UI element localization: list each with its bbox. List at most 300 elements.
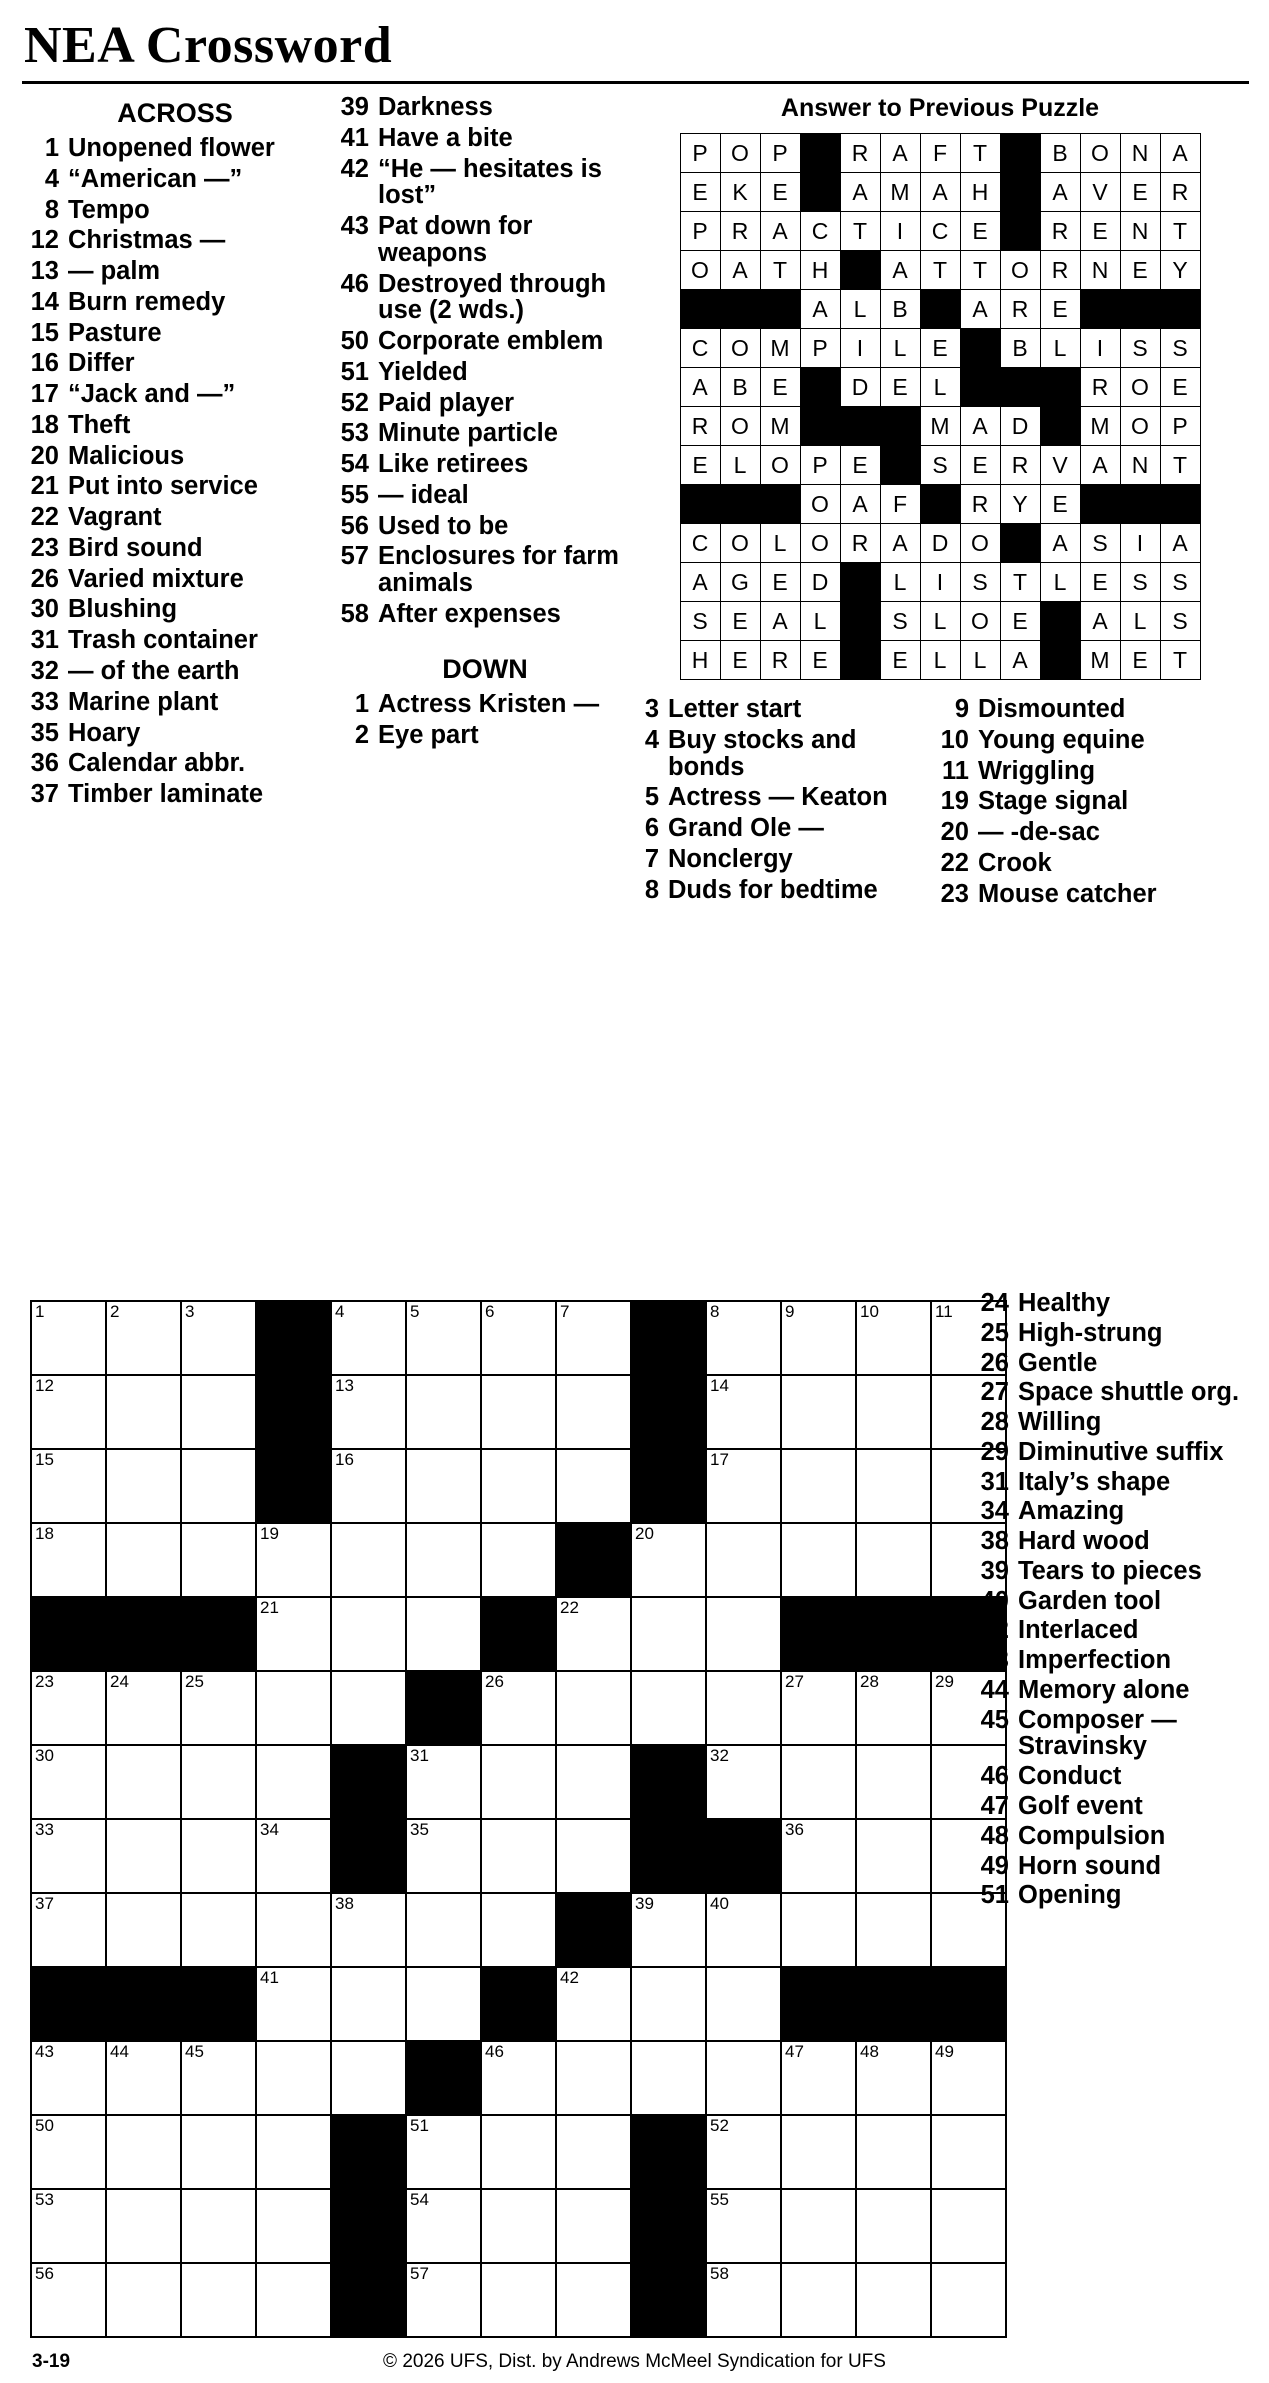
clue-number: 24 [980,1289,1009,1317]
clue-item [980,1409,1260,1436]
puzzle-cell-number: 12 [35,1376,54,1395]
puzzle-cell[interactable] [256,1967,331,2041]
puzzle-cell[interactable] [181,1449,256,1523]
puzzle-cell[interactable] [331,2041,406,2115]
puzzle-cell[interactable] [256,2263,331,2337]
answer-cell: P [1160,407,1200,446]
puzzle-cell-block [556,1523,631,1597]
puzzle-cell[interactable] [106,1893,181,1967]
puzzle-cell[interactable] [706,2189,781,2263]
answer-cell-block [840,602,880,641]
puzzle-cell-number: 36 [785,1820,804,1839]
puzzle-cell[interactable] [781,2263,856,2337]
puzzle-cell[interactable] [781,1671,856,1745]
answer-cell: H [960,173,1000,212]
clue-number: 22 [940,848,969,877]
answer-cell-block [840,407,880,446]
puzzle-cell[interactable] [856,2263,931,2337]
puzzle-cell[interactable] [256,2115,331,2189]
puzzle-cell[interactable] [406,2189,481,2263]
puzzle-cell[interactable] [781,2041,856,2115]
clue-text: Darkness [378,93,493,121]
clue-number: 40 [980,1586,1009,1615]
puzzle-cell[interactable] [31,1819,106,1893]
clue-number: 4 [644,725,659,754]
answer-cell: A [680,368,720,407]
clue-text: Malicious [68,441,185,470]
puzzle-cell[interactable] [556,1745,631,1819]
puzzle-cell[interactable] [481,1449,556,1523]
answer-grid-row [680,173,1200,212]
down-column-right [980,1290,1260,1912]
answer-cell: I [880,212,920,251]
puzzle-cell[interactable] [256,1893,331,1967]
puzzle-cell[interactable] [181,1375,256,1449]
puzzle-cell[interactable] [781,1745,856,1819]
answer-cell: P [680,134,720,173]
clue-text: Enclosures for farm animals [378,542,619,598]
clue-text: Duds for bedtime [668,875,878,904]
puzzle-cell[interactable] [856,2189,931,2263]
answer-cell: L [880,329,920,368]
answer-cell: A [1040,173,1080,212]
across-heading: ACROSS [117,98,233,128]
puzzle-cell-number: 27 [785,1672,804,1691]
clue-number: 23 [30,533,59,562]
clue-number: 46 [340,269,369,298]
clue-text: Gentle [1018,1348,1098,1377]
puzzle-cell[interactable] [181,1745,256,1819]
puzzle-cell[interactable] [331,1893,406,1967]
puzzle-cell[interactable] [406,2115,481,2189]
puzzle-cell[interactable] [406,1745,481,1819]
answer-cell: D [1000,407,1040,446]
puzzle-cell-number: 1 [35,1302,45,1321]
answer-cell-block [760,290,800,329]
puzzle-grid-row [31,2041,1006,2115]
puzzle-grid-row [31,1745,1006,1819]
clue-number: 9 [954,695,969,723]
clue-item [940,881,1250,908]
puzzle-cell[interactable] [631,1967,706,2041]
puzzle-cell[interactable] [706,1375,781,1449]
puzzle-cell[interactable] [481,1523,556,1597]
answer-grid-row [680,641,1200,680]
puzzle-cell[interactable] [781,1523,856,1597]
puzzle-cell[interactable] [856,1671,931,1745]
answer-cell: G [720,563,760,602]
clue-number: 15 [30,318,59,347]
puzzle-cell[interactable] [106,1819,181,1893]
puzzle-cell[interactable] [781,1893,856,1967]
answer-cell: E [880,641,920,680]
puzzle-cell[interactable] [406,1449,481,1523]
puzzle-cell[interactable] [481,1819,556,1893]
clue-item [980,1290,1260,1317]
puzzle-cell[interactable] [931,2263,1006,2337]
puzzle-grid-row [31,1301,1006,1375]
puzzle-cell[interactable] [106,1449,181,1523]
puzzle-cell[interactable] [31,2115,106,2189]
puzzle-cell[interactable] [406,1523,481,1597]
clue-area [0,94,1269,1284]
puzzle-cell-number: 21 [260,1598,279,1617]
answer-cell: O [720,329,760,368]
answer-cell-block [720,290,760,329]
puzzle-cell-block [781,1597,856,1671]
puzzle-cell[interactable] [481,1671,556,1745]
answer-cell: T [920,251,960,290]
clue-text: Composer — Stravinsky [1018,1705,1177,1761]
clue-number: 19 [940,787,969,816]
puzzle-cell[interactable] [181,2115,256,2189]
puzzle-cell[interactable] [256,1597,331,1671]
puzzle-cell[interactable] [256,2041,331,2115]
puzzle-cell[interactable] [106,1671,181,1745]
puzzle-cell[interactable] [406,1893,481,1967]
puzzle-grid-row [31,1597,1006,1671]
clue-number: 41 [340,123,369,152]
puzzle-cell[interactable] [556,1671,631,1745]
puzzle-cell[interactable] [106,2115,181,2189]
puzzle-cell[interactable] [331,1967,406,2041]
puzzle-grid[interactable] [30,1300,1007,2338]
clue-number: 34 [980,1497,1009,1526]
puzzle-cell[interactable] [406,1301,481,1375]
puzzle-cell[interactable] [181,2263,256,2337]
puzzle-cell[interactable] [481,2041,556,2115]
answer-cell: I [1080,329,1120,368]
puzzle-cell[interactable] [31,1523,106,1597]
puzzle-cell[interactable] [556,1301,631,1375]
answer-cell-block [880,446,920,485]
puzzle-cell[interactable] [331,1375,406,1449]
puzzle-cell[interactable] [856,1745,931,1819]
puzzle-cell[interactable] [556,1819,631,1893]
clue-item [980,1677,1260,1704]
puzzle-cell[interactable] [706,1893,781,1967]
clue-number: 5 [644,783,659,812]
puzzle-cell-number: 35 [410,1820,429,1839]
across-clue-list-2 [340,94,630,628]
clue-number: 25 [980,1318,1009,1347]
puzzle-cell[interactable] [31,2189,106,2263]
answer-cell-block [1120,290,1160,329]
puzzle-cell[interactable] [556,1375,631,1449]
puzzle-cell[interactable] [631,1671,706,1745]
answer-cell: H [680,641,720,680]
puzzle-cell[interactable] [481,1301,556,1375]
clue-item [340,359,630,386]
answer-cell: R [960,485,1000,524]
answer-grid-row [680,407,1200,446]
puzzle-cell-block [631,1375,706,1449]
answer-cell: R [1160,173,1200,212]
puzzle-cell-number: 9 [785,1302,795,1321]
puzzle-cell-number: 47 [785,2042,804,2061]
clue-item [630,696,940,723]
clue-number: 56 [340,511,369,540]
puzzle-cell[interactable] [931,2189,1006,2263]
puzzle-cell[interactable] [706,2263,781,2337]
puzzle-cell[interactable] [781,1301,856,1375]
puzzle-cell[interactable] [856,1375,931,1449]
puzzle-cell-number: 23 [35,1672,54,1691]
puzzle-cell-number: 7 [560,1302,570,1321]
puzzle-cell[interactable] [256,1671,331,1745]
puzzle-cell[interactable] [181,1523,256,1597]
puzzle-cell[interactable] [106,1375,181,1449]
answer-cell: D [840,368,880,407]
puzzle-cell[interactable] [106,2263,181,2337]
clue-item [30,320,320,347]
clue-item [340,125,630,152]
puzzle-cell[interactable] [406,1597,481,1671]
puzzle-cell[interactable] [106,1301,181,1375]
puzzle-cell[interactable] [331,1671,406,1745]
puzzle-cell-block [631,1449,706,1523]
clue-item [940,850,1250,877]
answer-cell: A [920,173,960,212]
clue-text: Grand Ole — [668,814,824,843]
puzzle-cell[interactable] [781,1375,856,1449]
puzzle-cell[interactable] [106,2041,181,2115]
puzzle-cell[interactable] [556,1449,631,1523]
puzzle-cell[interactable] [856,1301,931,1375]
clue-text: Young equine [978,725,1145,754]
clue-number: 36 [30,749,59,778]
puzzle-cell[interactable] [781,2189,856,2263]
puzzle-cell[interactable] [481,1745,556,1819]
puzzle-cell[interactable] [556,2115,631,2189]
clue-text: Theft [68,410,131,439]
puzzle-cell[interactable] [706,2041,781,2115]
clue-number: 35 [30,718,59,747]
puzzle-cell[interactable] [631,1597,706,1671]
puzzle-cell[interactable] [706,1597,781,1671]
answer-cell: T [760,251,800,290]
copyright-notice: © 2026 UFS, Dist. by Andrews McMeel Syndication for UFS [383,2351,886,2372]
puzzle-cell[interactable] [781,2115,856,2189]
clue-text: Destroyed through use (2 wds.) [378,269,607,325]
puzzle-cell[interactable] [481,2263,556,2337]
answer-cell-block [920,485,960,524]
puzzle-cell[interactable] [331,1597,406,1671]
puzzle-cell[interactable] [481,1893,556,1967]
clue-text: Hoary [68,718,141,747]
clue-item [340,513,630,540]
puzzle-cell[interactable] [256,1819,331,1893]
clue-number: 20 [940,818,969,847]
puzzle-cell[interactable] [856,2115,931,2189]
puzzle-cell[interactable] [181,1819,256,1893]
clue-text: Actress Kristen — [378,689,600,718]
answer-cell: C [680,524,720,563]
clue-text: Garden tool [1018,1586,1162,1615]
puzzle-cell[interactable] [706,1967,781,2041]
puzzle-cell[interactable] [481,2189,556,2263]
puzzle-cell[interactable] [706,1745,781,1819]
puzzle-cell[interactable] [331,1449,406,1523]
clue-text: Pat down for weapons [378,212,533,267]
clue-text: Conduct [1018,1762,1122,1791]
puzzle-cell-number: 17 [710,1450,729,1469]
clue-text: Letter start [668,695,802,723]
answer-cell: A [1160,524,1200,563]
clue-item [340,271,630,325]
puzzle-cell[interactable] [106,1745,181,1819]
answer-cell: S [960,563,1000,602]
puzzle-cell[interactable] [31,1301,106,1375]
answer-cell-block [1000,368,1040,407]
clue-item [30,504,320,531]
puzzle-cell[interactable] [331,1301,406,1375]
clue-item [980,1763,1260,1790]
answer-grid-row [680,368,1200,407]
answer-cell: E [960,212,1000,251]
puzzle-cell[interactable] [631,1523,706,1597]
answer-cell: E [840,446,880,485]
answer-cell: S [1160,602,1200,641]
puzzle-cell[interactable] [856,2041,931,2115]
clue-text: Willing [1018,1408,1102,1437]
puzzle-cell[interactable] [706,1301,781,1375]
puzzle-cell[interactable] [331,1523,406,1597]
answer-cell-block [1040,407,1080,446]
puzzle-cell[interactable] [181,2189,256,2263]
clue-text: Like retirees [378,450,529,479]
puzzle-cell[interactable] [856,1449,931,1523]
clue-item [980,1647,1260,1674]
clue-text: “He — hesitates is lost” [378,154,602,210]
puzzle-cell[interactable] [556,1967,631,2041]
puzzle-cell[interactable] [481,2115,556,2189]
puzzle-cell[interactable] [406,1375,481,1449]
puzzle-cell-block [631,2263,706,2337]
puzzle-cell[interactable] [256,2189,331,2263]
puzzle-cell[interactable] [556,2041,631,2115]
puzzle-cell[interactable] [106,2189,181,2263]
puzzle-cell-number: 11 [935,1302,953,1321]
clue-number: 49 [980,1851,1009,1880]
answer-cell: E [1080,212,1120,251]
puzzle-cell-number: 8 [710,1302,720,1321]
puzzle-cell[interactable] [406,1819,481,1893]
puzzle-cell[interactable] [556,1597,631,1671]
puzzle-cell[interactable] [406,2263,481,2337]
clue-item [940,788,1250,815]
puzzle-cell[interactable] [931,2115,1006,2189]
answer-cell: N [1080,251,1120,290]
puzzle-cell[interactable] [781,1449,856,1523]
clue-number: 4 [44,164,59,193]
puzzle-cell[interactable] [31,2263,106,2337]
clue-text: Vagrant [68,503,162,532]
puzzle-cell[interactable] [31,1671,106,1745]
answer-cell: R [1040,251,1080,290]
puzzle-cell-number: 57 [410,2264,429,2283]
clue-text: Compulsion [1018,1821,1166,1850]
answer-cell: L [800,602,840,641]
puzzle-cell[interactable] [31,1375,106,1449]
answer-cell: M [760,407,800,446]
answer-cell: O [720,134,760,173]
puzzle-cell[interactable] [31,2041,106,2115]
puzzle-cell[interactable] [181,1671,256,1745]
answer-grid-row [680,212,1200,251]
puzzle-cell[interactable] [856,1893,931,1967]
answer-cell-block [880,407,920,446]
puzzle-cell[interactable] [706,1523,781,1597]
puzzle-grid-wrapper[interactable] [30,1300,1007,2338]
puzzle-cell[interactable] [706,1449,781,1523]
clue-item [980,1853,1260,1880]
clue-text: High-strung [1018,1318,1163,1347]
clue-text: Timber laminate [68,780,264,809]
puzzle-cell[interactable] [181,2041,256,2115]
clue-item [340,420,630,447]
clue-item [340,691,630,718]
puzzle-cell-block [856,1967,931,2041]
clue-number: 47 [980,1792,1009,1821]
clue-item [980,1498,1260,1525]
clue-item [30,750,320,777]
clue-text: Calendar abbr. [68,749,246,778]
puzzle-cell[interactable] [406,1967,481,2041]
puzzle-cell-number: 43 [35,2042,54,2061]
answer-heading: Answer to Previous Puzzle [780,94,1100,122]
puzzle-cell[interactable] [706,2115,781,2189]
puzzle-cell[interactable] [256,1523,331,1597]
puzzle-cell[interactable] [181,1893,256,1967]
puzzle-cell-number: 55 [710,2190,729,2209]
answer-cell: S [680,602,720,641]
puzzle-cell[interactable] [106,1523,181,1597]
puzzle-cell-block [106,1967,181,2041]
answer-cell: O [1000,251,1040,290]
puzzle-cell[interactable] [706,1671,781,1745]
puzzle-cell[interactable] [31,1893,106,1967]
puzzle-cell-number: 31 [410,1746,429,1765]
puzzle-cell[interactable] [856,1523,931,1597]
answer-cell: E [1120,251,1160,290]
clue-item [30,350,320,377]
puzzle-cell[interactable] [631,2041,706,2115]
clue-item [940,758,1250,785]
puzzle-cell[interactable] [31,1449,106,1523]
answer-cell-block [1160,290,1200,329]
puzzle-cell[interactable] [31,1745,106,1819]
answer-cell: T [840,212,880,251]
puzzle-cell[interactable] [631,1893,706,1967]
clue-text: After expenses [378,600,561,629]
answer-cell: A [880,251,920,290]
puzzle-grid-row [31,2189,1006,2263]
puzzle-cell[interactable] [256,1745,331,1819]
puzzle-cell[interactable] [556,2189,631,2263]
puzzle-cell[interactable] [931,2041,1006,2115]
answer-cell: R [840,134,880,173]
puzzle-grid-row [31,1819,1006,1893]
clue-text: Healthy [1018,1289,1111,1317]
clue-text: Dismounted [978,695,1126,723]
puzzle-cell[interactable] [181,1301,256,1375]
puzzle-cell[interactable] [556,2263,631,2337]
puzzle-cell[interactable] [856,1819,931,1893]
puzzle-cell[interactable] [781,1819,856,1893]
clue-text: Opening [1018,1881,1122,1910]
puzzle-cell[interactable] [481,1375,556,1449]
